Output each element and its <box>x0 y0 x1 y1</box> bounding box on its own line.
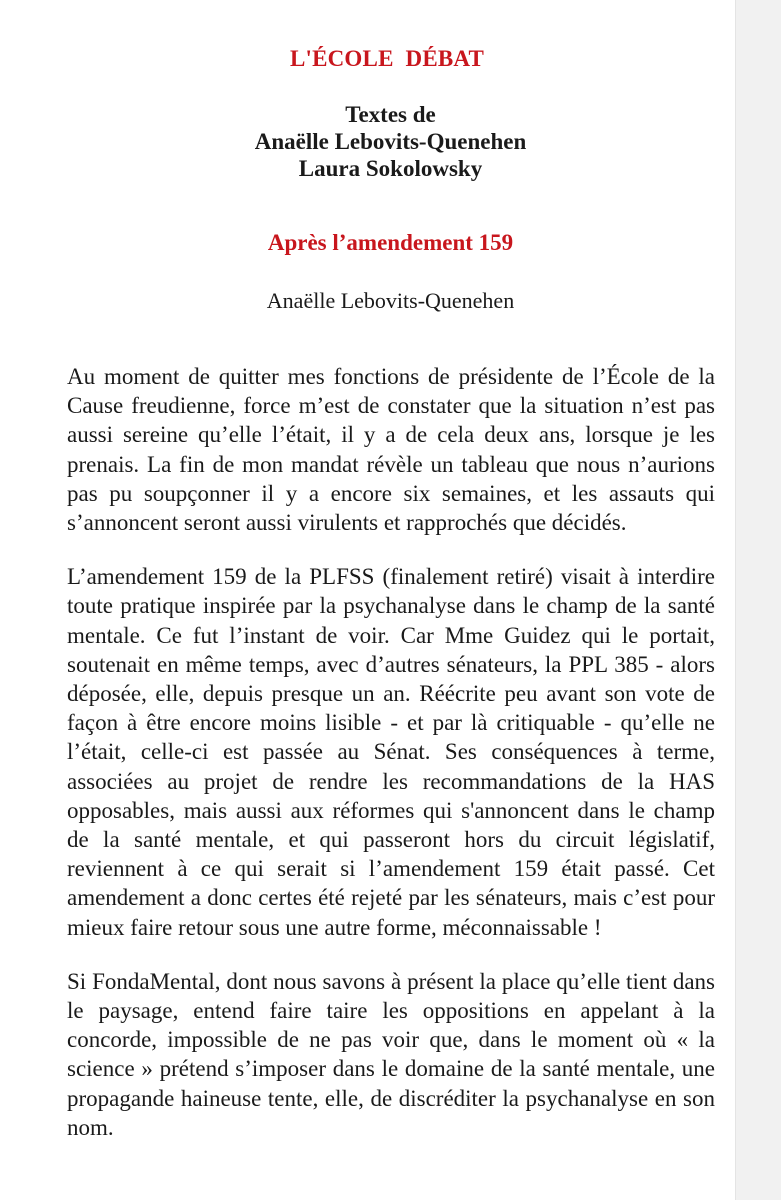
paragraph: L’amendement 159 de la PLFSS (finalement retiré) visait à interdire toute pratique inspirée par la psychanalyse dans le champ de la santé mentale. Ce fut l’instant de voir. Car Mme Guidez qui le portait, soutenait en même temps, avec d’autres sénateurs, la PPL 385 - alors déposée, elle, depuis presque un an. Réécrite peu avant son vote de façon à être encore moins lisible - et par là critiquable - qu’elle ne l’était, celle-ci est passée au Sénat. Ses conséquences à terme, associées au projet de rendre les recommandations de la HAS opposables, mais aussi aux réformes qui s'annoncent dans le champ de la santé mentale, et qui passeront hors du circuit législatif, reviennent à ce qui serait si l’amendement 159 était passé. Cet amendement a donc certes été rejeté par les sénateurs, mais c’est pour mieux faire retour sous une autre forme, méconnaissable ! <box>67 564 715 940</box>
paragraph: Au moment de quitter mes fonctions de présidente de l’École de la Cause freudienne, force m’est de constater que la situation n’est pas aussi sereine qu’elle l’était, il y a de cela deux ans, lorsque je les prenais. La fin de mon mandat révèle un tableau que nous n’aurions pas pu soupçonner il y a encore six semaines, et les assauts qui s’annoncent seront aussi virulents et rapprochés que décidés. <box>67 364 715 536</box>
article-title: Après l’amendement 159 <box>267 230 514 255</box>
texts-by-block <box>0 101 781 182</box>
article-body <box>67 362 715 1167</box>
article-author: Anaëlle Lebovits-Quenehen <box>266 288 515 313</box>
paragraph: Si FondaMental, dont nous savons à présent la place qu’elle tient dans le paysage, entend faire taire les oppositions en appelant à la concorde, impossible de ne pas voir que, dans le moment où « la science » prétend s’imposer dans le domaine de la santé mentale, une propagande haineuse tente, elle, de discréditer la psychanalyse en son nom. <box>67 968 715 1140</box>
section-title: L'ÉCOLE DÉBAT <box>289 46 485 71</box>
author-name: Laura Sokolowsky <box>298 156 483 181</box>
scroll-gutter <box>735 0 781 1200</box>
texts-label: Textes de <box>345 102 436 127</box>
author-name: Anaëlle Lebovits-Quenehen <box>254 129 527 154</box>
